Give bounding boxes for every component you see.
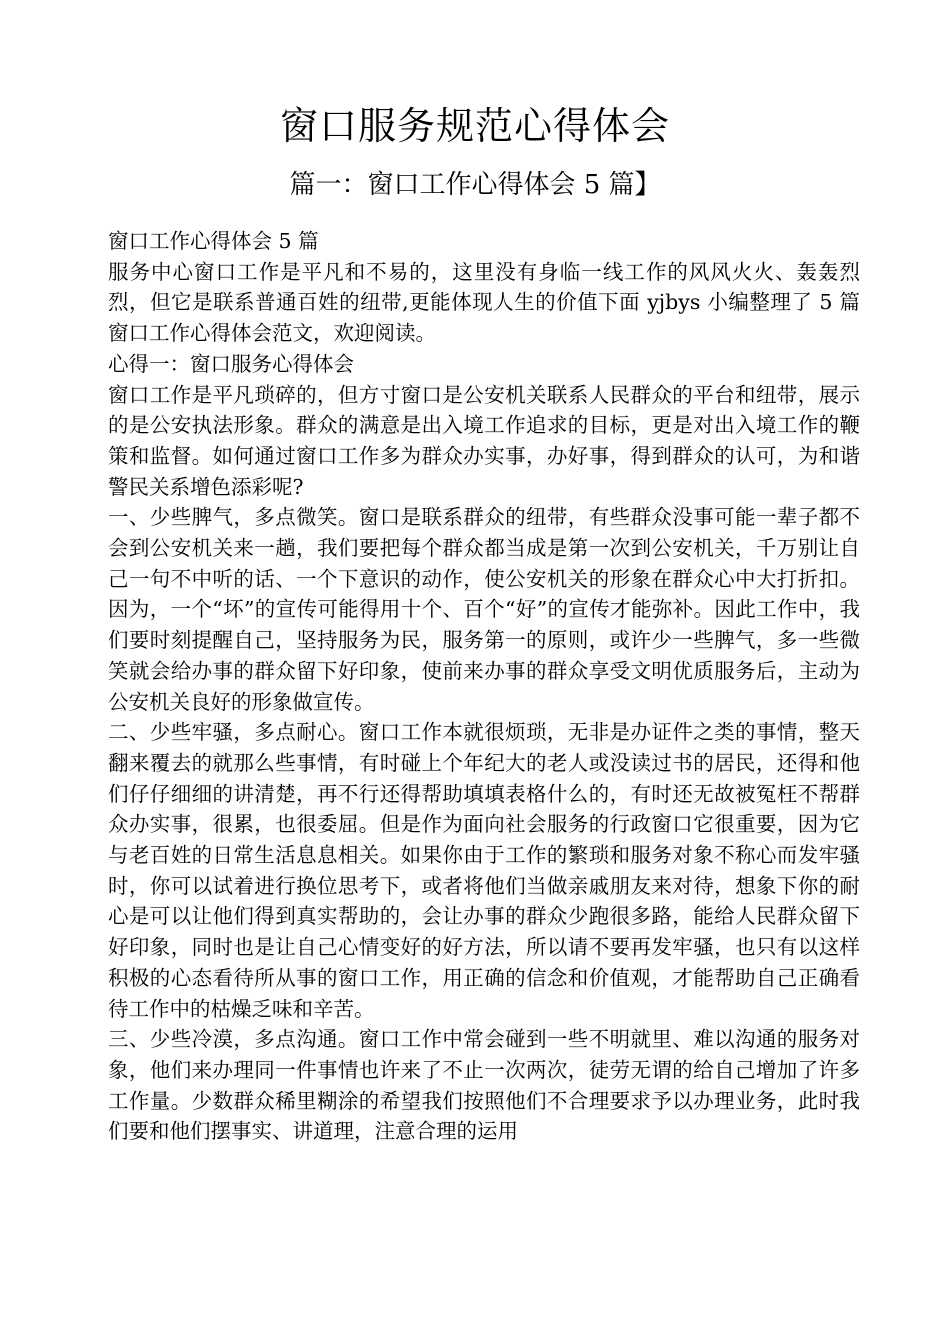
subsection-heading: 心得一：窗口服务心得体会 [108, 351, 354, 376]
section-heading: 窗口工作心得体会 5 篇 [108, 229, 319, 253]
intro-paragraph: 服务中心窗口工作是平凡和不易的，这里没有身临一线工作的风风火火、轰轰烈烈，但它是联系普通百姓的纽带,更能体现人生的价值下面 yjbys 小编整理了 5 篇窗口工作心得体会范文，欢迎阅读。 [108, 259, 860, 346]
body-paragraph: 三、少些冷漠，多点沟通。窗口工作中常会碰到一些不明就里、难以沟通的服务对象，他们来办理同一件事情也许来了不止一次两次，徒劳无谓的给自己增加了许多工作量。少数群众稀里糊涂的希望我们按照他们不合理要求予以办理业务，此时我们要和他们摆事实、讲道理，注意合理的运用 [108, 1027, 860, 1144]
body-paragraph: 窗口工作是平凡琐碎的，但方寸窗口是公安机关联系人民群众的平台和纽带，展示的是公安执法形象。群众的满意是出入境工作追求的目标，更是对出入境工作的鞭策和监督。如何通过窗口工作多为群众办实事，办好事，得到群众的认可，为和谐警民关系增色添彩呢? [108, 382, 860, 499]
document-body [108, 226, 860, 1147]
document-title: 窗口服务规范心得体会 [279, 104, 670, 148]
document-subtitle: 篇一：窗口工作心得体会 5 篇】 [289, 170, 661, 200]
body-paragraph: 二、少些牢骚，多点耐心。窗口工作本就很烦琐，无非是办证件之类的事情，整天翻来覆去的就那么些事情，有时碰上个年纪大的老人或没读过书的居民，还得和他们仔仔细细的讲清楚，再不行还得帮助填填表格什么的，有时还无故被冤枉不帮群众办实事，很累，也很委屈。但是作为面向社会服务的行政窗口它很重要，因为它与老百姓的日常生活息息相关。如果你由于工作的繁琐和服务对象不称心而发牢骚时，你可以试着进行换位思考下，或者将他们当做亲戚朋友来对待，想象下你的耐心是可以让他们得到真实帮助的，会让办事的群众少跑很多路，能给人民群众留下好印象，同时也是让自己心情变好的好方法，所以请不要再发牢骚，也只有以这样积极的心态看待所从事的窗口工作，用正确的信念和价值观，才能帮助自己正确看待工作中的枯燥乏味和辛苦。 [108, 720, 860, 1021]
body-paragraph: 一、少些脾气，多点微笑。窗口是联系群众的纽带，有些群众没事可能一辈子都不会到公安机关来一趟，我们要把每个群众都当成是第一次到公安机关，千万别让自己一句不中听的话、一个下意识的动作，使公安机关的形象在群众心中大打折扣。因为，一个“坏”的宣传可能得用十个、百个“好”的宣传才能弥补。因此工作中，我们要时刻提醒自己，坚持服务为民，服务第一的原则，或许少一些脾气，多一些微笑就会给办事的群众留下好印象，使前来办事的群众享受文明优质服务后，主动为公安机关良好的形象做宣传。 [108, 505, 860, 714]
